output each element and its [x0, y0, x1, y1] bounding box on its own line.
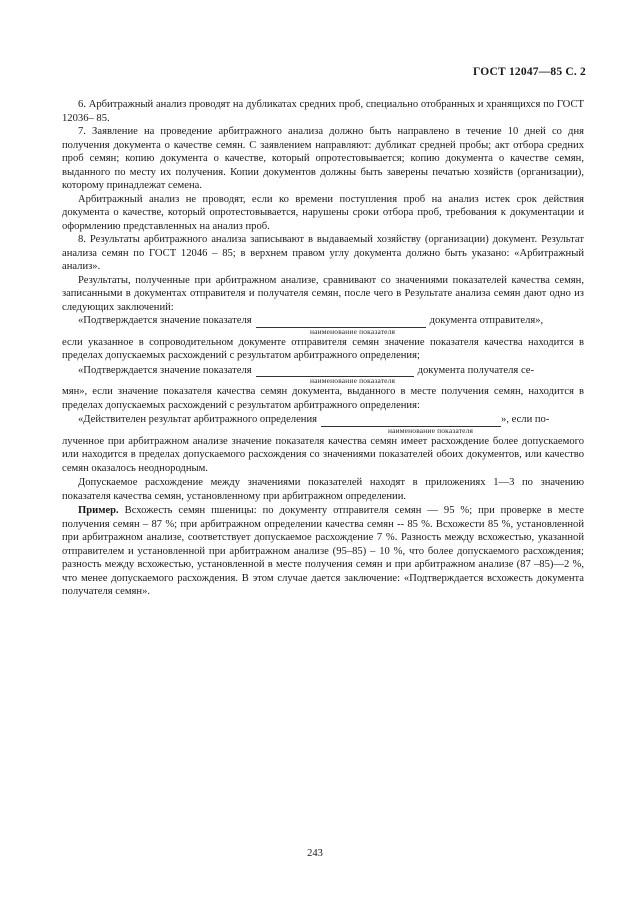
- conclusion-1-prefix: «Подтверждается значение показателя: [78, 315, 252, 326]
- conclusion-3-suffix: », если по-: [501, 414, 550, 425]
- paragraph-example: [62, 504, 584, 599]
- paragraph-results: Результаты, полученные при арбитражном анализе, сравнивают со значениями показателей качества семян, записанными в документах отправителя и получателя семян, после чего в Результате анализа семян дают одно из следующих заключений:: [62, 274, 584, 313]
- paragraph-6: 6. Арбитражный анализ проводят на дубликатах средних проб, специально отобранных и хранящихся по ГОСТ 12036– 85.: [62, 99, 584, 124]
- example-label: Пример.: [78, 505, 119, 516]
- conclusion-2-line: [62, 364, 584, 378]
- conclusion-1-blank: [256, 316, 426, 328]
- paragraph-7: 7. Заявление на проведение арбитражного анализа должно быть направлено в течение 10 дней со дня получения документа о качестве семян. С заявлением направляют: дубликат средней пробы; акт отбора средних проб семян; копию документа о качестве, который опротестовывается; копию документа о качестве семян, выданного по месту их получения. Копии документов должны быть заверены печатью хозяйств (организации), которому принадлежат семена.: [62, 126, 584, 191]
- conclusion-3-line: [62, 413, 584, 427]
- conclusion-1-line: [62, 314, 584, 328]
- conclusion-1-continued: если указанное в сопроводительном документе отправителя семян значение показателя качества находится в пределах допускаемых расхождений с результатом арбитражного определения;: [62, 336, 584, 361]
- conclusion-3-blank: [321, 415, 501, 427]
- conclusion-3-prefix: «Действителен результат арбитражного определения: [78, 414, 318, 425]
- conclusion-3-caption: наименование показателя: [388, 425, 474, 435]
- conclusion-2-continued: мян», если значение показателя качества семян документа, выданного в месте получения семян, находится в пределах допускаемых расхождений с результатом арбитражного определения:: [62, 386, 584, 411]
- paragraph-8: 8. Результаты арбитражного анализа записывают в выдаваемый хозяйству (организации) документ. Результат анализа семян по ГОСТ 12046 – 85; в верхнем правом углу документа должно быть указано: «Арбитражный анализ».: [62, 234, 584, 272]
- example-text: Всхожесть семян пшеницы: по документу отправителя семян — 95 %; при проверке в месте получения семян – 87 %; при арбитражном определении качества семян -- 85 %. Всхожести 85 %, установленной при арбитражном анализе, соответствует допускаемое расхождение 7 %. Разность между всхожестью, указанной отправителем и установленной при арбитражном анализе (95–85) – 10 %, что более допускаемого расхождения; разность между всхожестью, установленной в месте получения семян и при арбитражном анализе (87 –85)—2 %, что менее допускаемого расхождения. В этом случае дается заключение: «Подтверждается всхожесть документа получателя семян».: [62, 505, 584, 597]
- conclusion-1-suffix: документа отправителя»,: [429, 315, 544, 326]
- document-header: ГОСТ 12047—85 С. 2: [473, 66, 586, 78]
- conclusion-3-continued: лученное при арбитражном анализе значение показателя качества семян имеет расхождение более допускаемого или находится в пределах допускаемого расхождения со значениями показателей обоих документов, или качество семян оказалось неоднородным.: [62, 435, 584, 474]
- paragraph-7-continued: Арбитражный анализ не проводят, если ко времени поступления проб на анализ истек срок действия документа о качестве, который опротестовывается, нарушены сроки отбора проб, требования к документации и оформлению представленных на анализ проб.: [62, 193, 584, 232]
- document-body: [62, 98, 584, 599]
- conclusion-2-prefix: «Подтверждается значение показателя: [78, 364, 252, 376]
- conclusion-2-suffix: документа получателя се-: [417, 364, 535, 376]
- paragraph-tolerance: Допускаемое расхождение между значениями показателей находят в приложениях 1—3 по значению показателя качества семян, установленному при арбитражном определении.: [62, 477, 584, 502]
- conclusion-1-caption: наименование показателя: [310, 326, 396, 336]
- page-number: 243: [307, 848, 323, 859]
- conclusion-2-caption: наименование показателя: [310, 376, 396, 385]
